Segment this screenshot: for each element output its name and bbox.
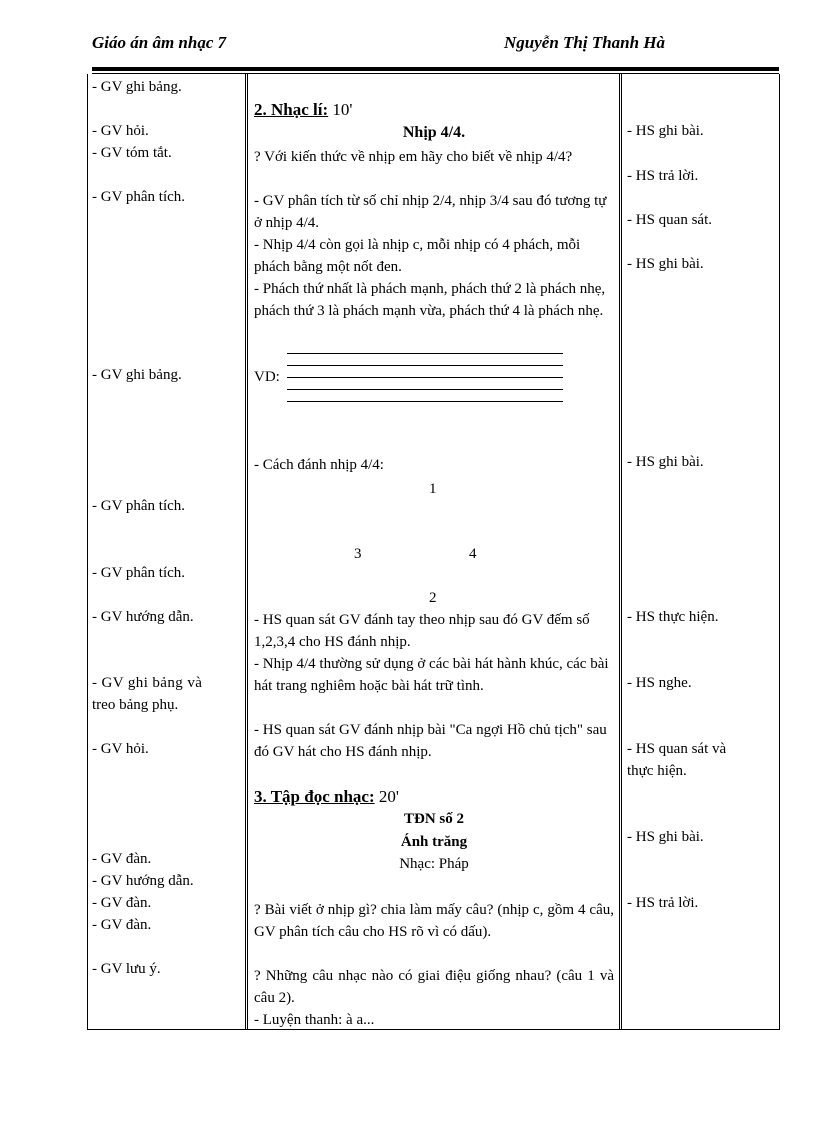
teacher-activity: - GV hướng dẫn. (92, 609, 194, 625)
teacher-activity: treo bảng phụ. (92, 697, 179, 713)
content-paragraph: - GV phân tích từ số chỉ nhịp 2/4, nhịp 3/4 sau đó tương tự ở nhịp 4/4. (254, 193, 607, 231)
content-paragraph: - Nhịp 4/4 còn gọi là nhịp c, mỗi nhịp có 4 phách, mỗi phách bằng một nốt đen. (254, 237, 581, 275)
student-activity: - HS ghi bài. (627, 454, 704, 470)
header-left-title: Giáo án âm nhạc 7 (92, 33, 227, 52)
header-rule-thick (92, 67, 779, 71)
teacher-activity: - GV hỏi. (92, 123, 149, 139)
teacher-activity: - GV phân tích. (92, 498, 186, 514)
beat-number: 2 (429, 590, 437, 606)
content-paragraph: - HS quan sát GV đánh tay theo nhịp sau đó GV đếm số 1,2,3,4 cho HS đánh nhịp. (254, 612, 590, 650)
student-activity: thực hiện. (627, 763, 687, 779)
teacher-activity: - GV lưu ý. (92, 961, 161, 977)
student-activity: - HS thực hiện. (627, 609, 719, 625)
teacher-activity: - GV phân tích. (92, 565, 186, 581)
staff-line (287, 401, 563, 402)
question-paragraph: ? Bài viết ở nhịp gì? chia làm mấy câu? (nhịp c, gồm 4 câu, GV phân tích câu cho HS rõ vì có dấu). (254, 902, 614, 940)
student-activity: - HS quan sát và (627, 741, 727, 757)
content-paragraph: - Luyện thanh: à a... (254, 1012, 375, 1028)
header-author: Nguyễn Thị Thanh Hà (504, 33, 666, 52)
beat-number: 1 (429, 481, 437, 497)
song-composer: Nhạc: Pháp (399, 856, 469, 872)
content-paragraph: - Phách thứ nhất là phách mạnh, phách thứ 2 là phách nhẹ, phách thứ 3 là phách mạnh vừa, phách thứ 4 là phách nhẹ. (254, 281, 606, 319)
teacher-activity: - GV ghi bảng. (92, 367, 182, 383)
section-2-time: 10' (328, 100, 353, 119)
staff-line (287, 389, 563, 390)
student-activity: - HS ghi bài. (627, 123, 704, 139)
content-paragraph: - HS quan sát GV đánh nhịp bài "Ca ngợi Hồ chủ tịch" sau đó GV hát cho HS đánh nhịp. (254, 722, 607, 760)
column-divider-1 (245, 74, 248, 1029)
student-activity: - HS ghi bài. (627, 256, 704, 272)
teacher-activity: - GV tóm tắt. (92, 145, 172, 161)
teacher-activity: - GV hỏi. (92, 741, 149, 757)
staff-line (287, 365, 563, 366)
student-activity: - HS trả lời. (627, 895, 699, 911)
question-paragraph: ? Những câu nhạc nào có giai điệu giống nhau? (câu 1 và câu 2). (254, 968, 614, 1006)
student-activity: - HS trả lời. (627, 168, 699, 184)
content-paragraph: - Nhịp 4/4 thường sử dụng ở các bài hát hành khúc, các bài hát trang nghiêm hoặc bài hát trữ tình. (254, 656, 609, 694)
beat-number: 4 (469, 546, 477, 562)
teacher-activity: - GV đàn. (92, 895, 152, 911)
question-paragraph: ? Với kiến thức về nhịp em hãy cho biết về nhịp 4/4? (254, 149, 573, 165)
teacher-activity: - GV ghi bảng. (92, 79, 182, 95)
section-2-title: 2. Nhạc lí: (254, 100, 329, 119)
teacher-activity: - GV ghi bảng và (92, 675, 203, 691)
song-title: Ánh trăng (400, 834, 468, 850)
student-activity: - HS nghe. (627, 675, 692, 691)
conducting-label: - Cách đánh nhịp 4/4: (254, 457, 384, 473)
section-3-time: 20' (374, 787, 399, 806)
student-activity: - HS ghi bài. (627, 829, 704, 845)
section-3-title: 3. Tập đọc nhạc: (254, 787, 375, 806)
column-divider-2 (619, 74, 622, 1029)
beat-number: 3 (354, 546, 362, 562)
student-activity: - HS quan sát. (627, 212, 712, 228)
teacher-activity: - GV đàn. (92, 917, 152, 933)
teacher-activity: - GV hướng dẫn. (92, 873, 194, 889)
staff-line (287, 353, 563, 354)
staff-line (287, 377, 563, 378)
section-2-subtitle: Nhịp 4/4. (402, 124, 466, 141)
example-label: VD: (254, 369, 280, 385)
tdn-number: TĐN số 2 (403, 811, 464, 827)
teacher-activity: - GV phân tích. (92, 189, 186, 205)
teacher-activity: - GV đàn. (92, 851, 152, 867)
